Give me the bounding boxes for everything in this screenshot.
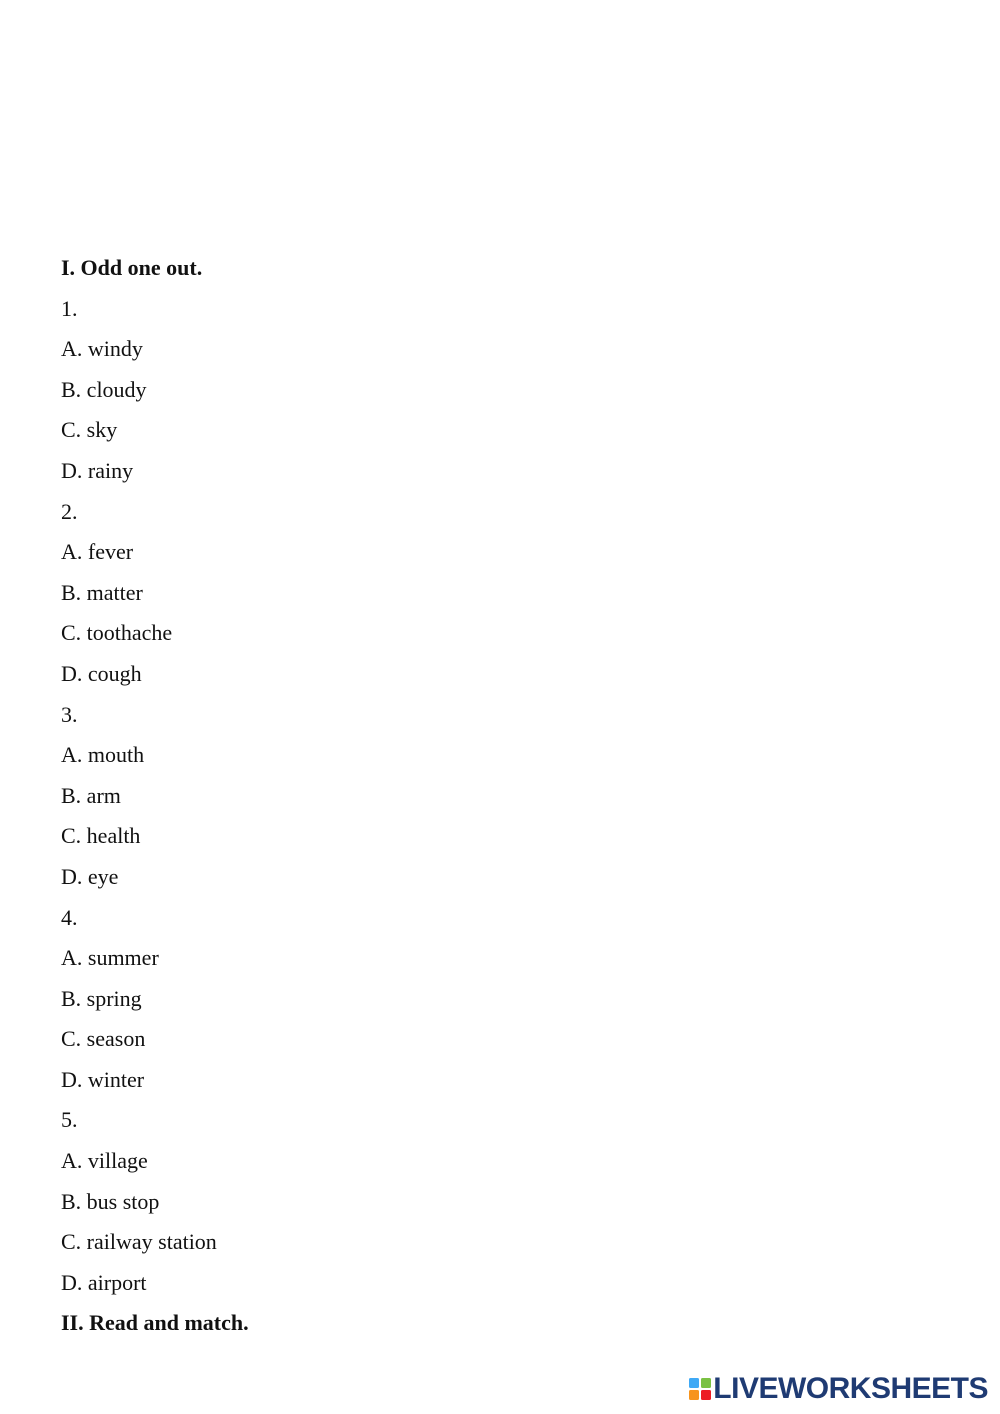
- question-number: 3.: [61, 701, 78, 727]
- section-heading-read-and-match: II. Read and match.: [61, 1310, 249, 1336]
- liveworksheets-logo-icon: [689, 1378, 711, 1400]
- option-d: D. cough: [61, 660, 142, 686]
- option-a: A. windy: [61, 336, 143, 362]
- worksheet-content: [61, 248, 941, 1344]
- question-number: 5.: [61, 1107, 78, 1133]
- option-d: D. winter: [61, 1066, 145, 1092]
- option-d: D. rainy: [61, 457, 134, 483]
- option-b: B. bus stop: [61, 1188, 160, 1214]
- option-c: C. railway station: [61, 1229, 217, 1255]
- option-d: D. airport: [61, 1269, 147, 1295]
- question-4: [61, 898, 941, 1101]
- option-c: C. toothache: [61, 620, 173, 646]
- section-heading-odd-one-out: I. Odd one out.: [61, 255, 203, 280]
- option-c: C. season: [61, 1026, 146, 1052]
- question-2: [61, 492, 941, 695]
- question-number: 1.: [61, 295, 78, 321]
- liveworksheets-watermark: [689, 1372, 988, 1406]
- option-a: A. fever: [61, 539, 134, 565]
- option-b: B. spring: [61, 985, 142, 1011]
- option-a: A. summer: [61, 945, 159, 971]
- option-b: B. arm: [61, 782, 121, 808]
- question-3: [61, 695, 941, 898]
- option-d: D. eye: [61, 863, 119, 889]
- option-c: C. health: [61, 823, 141, 849]
- option-a: A. village: [61, 1148, 148, 1174]
- option-b: B. cloudy: [61, 376, 147, 402]
- question-number: 2.: [61, 498, 78, 524]
- question-5: [61, 1100, 941, 1303]
- brand-name: LIVEWORKSHEETS: [713, 1372, 988, 1405]
- option-c: C. sky: [61, 417, 118, 443]
- option-a: A. mouth: [61, 742, 145, 768]
- question-1: [61, 289, 941, 492]
- question-number: 4.: [61, 904, 78, 930]
- option-b: B. matter: [61, 579, 143, 605]
